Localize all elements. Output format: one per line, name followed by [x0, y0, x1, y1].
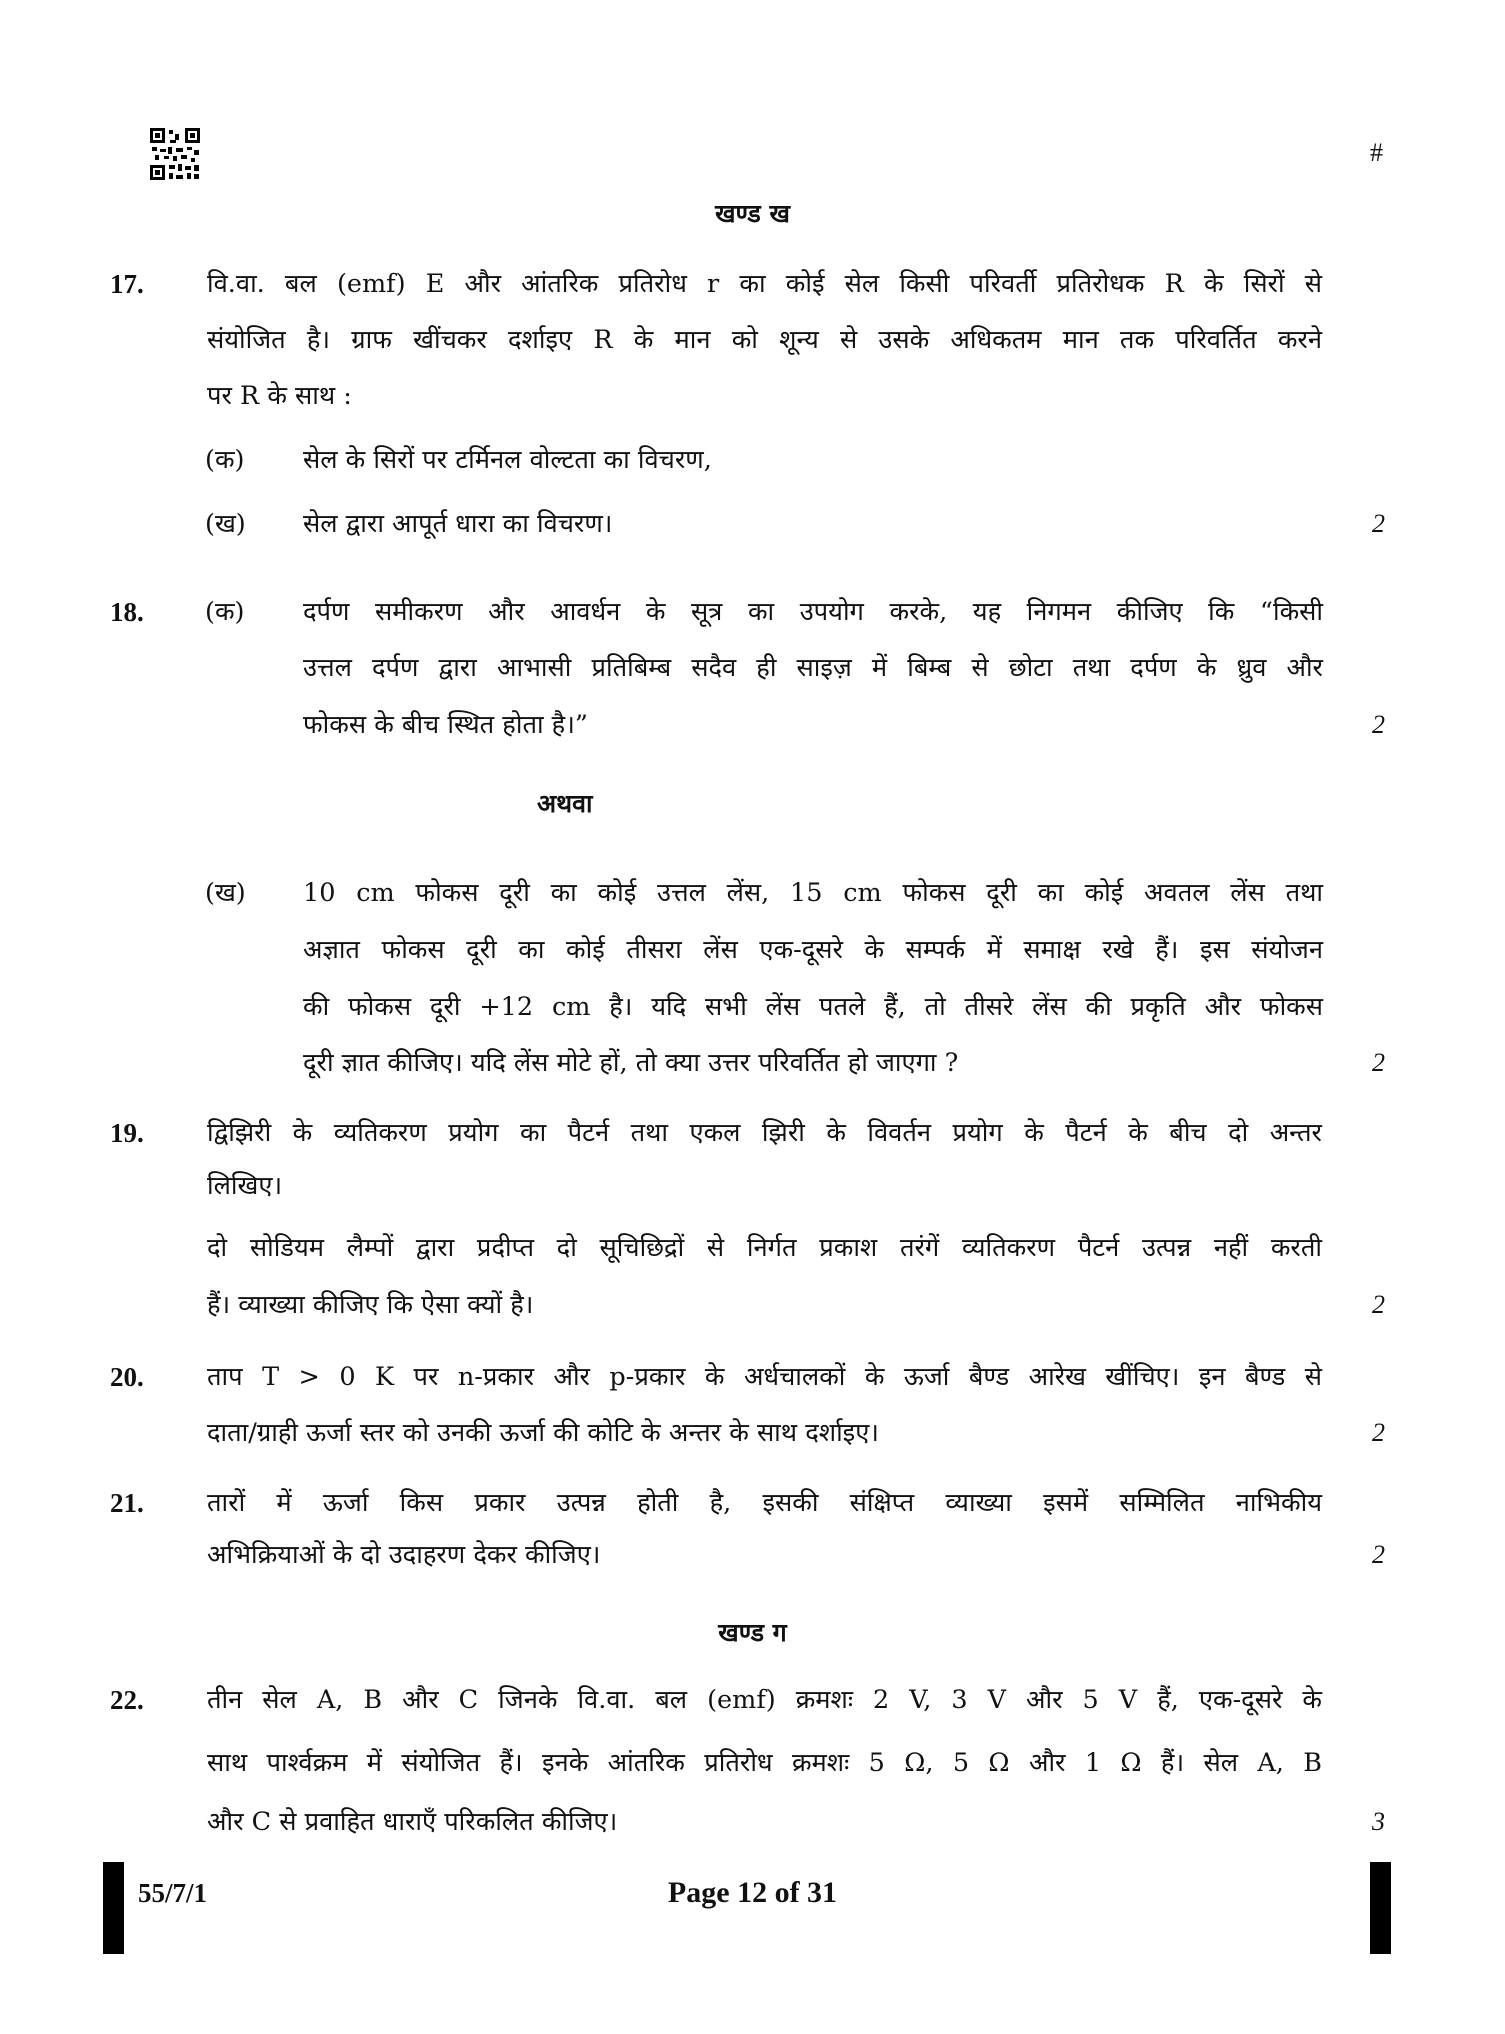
marks: 3: [1372, 1807, 1385, 1836]
question-text-line: संयोजित है। ग्राफ खींचकर दर्शाइए R के मान को शून्य से उसके अधिकतम मान तक परिवर्तित करने: [207, 325, 1322, 355]
question-number: 19.: [110, 1118, 144, 1148]
part-label: (क): [205, 445, 245, 475]
question-text-line: तीन सेल A, B और C जिनके वि.वा. बल (emf) क्रमशः 2 V, 3 V और 5 V हैं, एक-दूसरे के: [207, 1685, 1322, 1715]
question-text-line: पर R के साथ :: [207, 381, 352, 411]
part-text-line: की फोकस दूरी +12 cm है। यदि सभी लेंस पतले हैं, तो तीसरे लेंस की प्रकृति और फोकस: [303, 992, 1324, 1022]
part-text-line: दूरी ज्ञात कीजिए। यदि लेंस मोटे हों, तो क्या उत्तर परिवर्तित हो जाएगा ?: [303, 1048, 959, 1078]
question-text-line: तारों में ऊर्जा किस प्रकार उत्पन्न होती है, इसकी संक्षिप्त व्याख्या इसमें सम्मिलित नाभिकीय: [207, 1488, 1322, 1518]
question-number: 21.: [110, 1488, 144, 1518]
marks: 2: [1372, 509, 1385, 538]
part-label: (ख): [205, 878, 246, 908]
part-text: सेल के सिरों पर टर्मिनल वोल्टता का विचरण,: [303, 445, 712, 475]
part-text-line: 10 cm फोकस दूरी का कोई उत्तल लेंस, 15 cm फोकस दूरी का कोई अवतल लेंस तथा: [303, 878, 1323, 908]
section-b-heading: खण्ड ख: [715, 199, 790, 228]
part-label: (क): [205, 597, 245, 627]
marks: 2: [1372, 710, 1385, 739]
page-number: Page 12 of 31: [667, 1876, 838, 1909]
paper-code: 55/7/1: [138, 1878, 208, 1908]
question-text-line: हैं। व्याख्या कीजिए कि ऐसा क्यों है।: [207, 1290, 534, 1320]
marks: 2: [1372, 1540, 1385, 1569]
question-text-line: साथ पार्श्वक्रम में संयोजित हैं। इनके आंतरिक प्रतिरोध क्रमशः 5 Ω, 5 Ω और 1 Ω हैं। सेल A, B: [207, 1748, 1322, 1778]
part-text-line: दर्पण समीकरण और आवर्धन के सूत्र का उपयोग करके, यह निगमन कीजिए कि “किसी: [303, 597, 1323, 627]
question-text-line: ताप T > 0 K पर n-प्रकार और p-प्रकार के अर्धचालकों के ऊर्जा बैण्ड आरेख खींचिए। इन बैण्ड से: [207, 1362, 1322, 1392]
question-number: 17.: [110, 269, 144, 299]
qr-code-icon: [150, 128, 200, 180]
marks: 2: [1372, 1290, 1385, 1319]
question-text-line: लिखिए।: [207, 1171, 283, 1201]
question-text-line: अभिक्रियाओं के दो उदाहरण देकर कीजिए।: [207, 1540, 601, 1570]
question-text-line: वि.वा. बल (emf) E और आंतरिक प्रतिरोध r का कोई सेल किसी परिवर्ती प्रतिरोधक R के सिरों से: [207, 269, 1322, 299]
part-text-line: अज्ञात फोकस दूरी का कोई तीसरा लेंस एक-दूसरे के सम्पर्क में समाक्ष रखे हैं। इस संयोजन: [303, 935, 1323, 965]
question-text-line: द्विझिरी के व्यतिकरण प्रयोग का पैटर्न तथा एकल झिरी के विवर्तन प्रयोग के पैटर्न के बीच दो अन्तर: [207, 1118, 1322, 1148]
marks: 2: [1372, 1048, 1385, 1077]
question-text-line: और C से प्रवाहित धाराएँ परिकलित कीजिए।: [207, 1807, 618, 1837]
section-c-heading: खण्ड ग: [718, 1618, 787, 1647]
question-number: 22.: [110, 1685, 144, 1715]
part-text-line: फोकस के बीच स्थित होता है।”: [303, 710, 588, 740]
part-text: सेल द्वारा आपूर्त धारा का विचरण।: [303, 509, 613, 539]
question-text-line: दो सोडियम लैम्पों द्वारा प्रदीप्त दो सूचिछिद्रों से निर्गत प्रकाश तरंगें व्यतिकरण पैटर्न उत्पन्न नहीं करती: [207, 1233, 1322, 1263]
question-number: 18.: [110, 597, 144, 627]
part-text-line: उत्तल दर्पण द्वारा आभासी प्रतिबिम्ब सदैव ही साइज़ में बिम्ब से छोटा तथा दर्पण के ध्रुव और: [303, 653, 1323, 683]
question-number: 20.: [110, 1362, 144, 1392]
corner-hash-mark: #: [1370, 138, 1383, 167]
or-label: अथवा: [537, 789, 593, 818]
part-label: (ख): [205, 509, 246, 539]
marks: 2: [1372, 1418, 1385, 1447]
footer-right-bar: [1370, 1862, 1391, 1954]
question-text-line: दाता/ग्राही ऊर्जा स्तर को उनकी ऊर्जा की कोटि के अन्तर के साथ दर्शाइए।: [207, 1418, 879, 1448]
